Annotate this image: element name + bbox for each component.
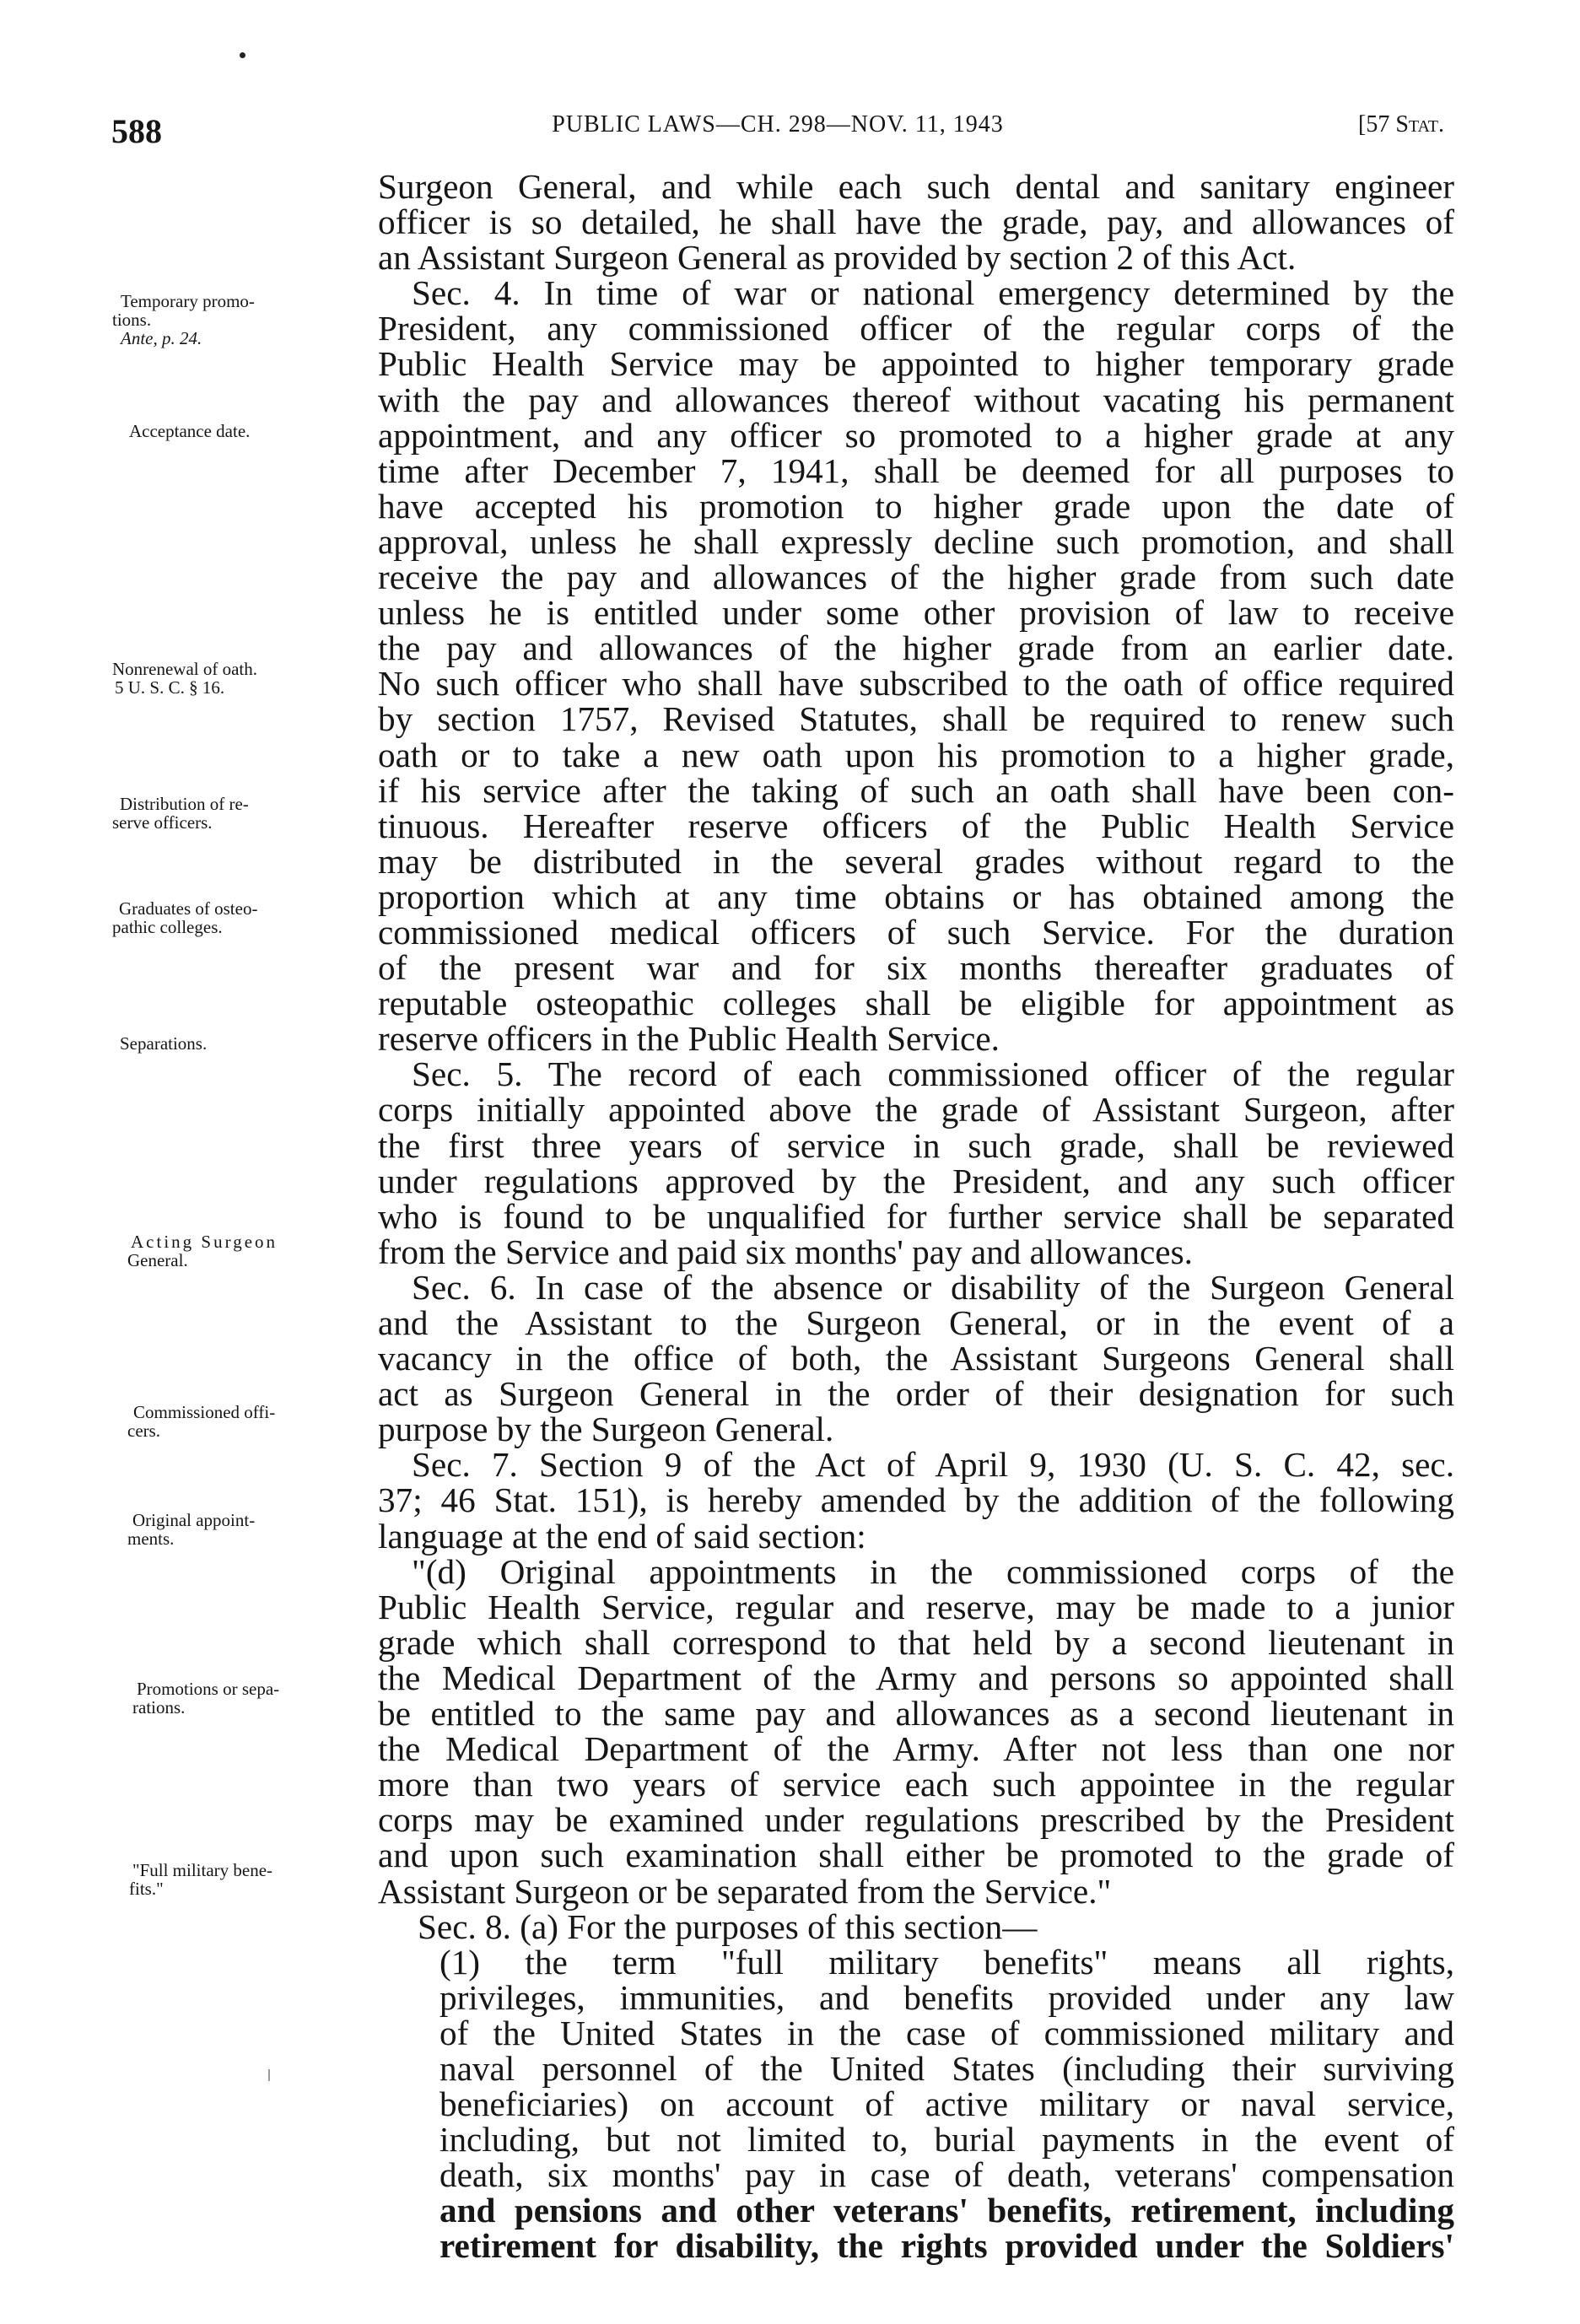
text-line: death, six months' pay in case of death, veterans' compensation [439,2155,1454,2195]
text-line: the Medical Department of the Army and persons so appointed shall [378,1658,1454,1697]
text-line: oath or to take a new oath upon his promotion to a higher grade, [378,735,1454,774]
text-line: act as Surgeon General in the order of their designation for such [378,1374,1454,1414]
text-line: if his service after the taking of such an oath shall have been con- [378,770,1454,810]
text-line: and the Assistant to the Surgeon General, or in the event of a [378,1303,1454,1342]
ink-speck [240,52,245,58]
margin-note-nonrenewal-of-oath: Nonrenewal of oath. 5 U. S. C. § 16. [112,659,258,698]
text-line: (1) the term "full military benefits" means all rights, [439,1942,1454,1982]
text-line: Surgeon General, and while each such dental and sanitary engineer [378,167,1454,206]
text-line: appointment, and any officer so promoted to a higher grade at any [378,415,1454,455]
text-line: purpose by the Surgeon General. [378,1410,834,1449]
text-line: time after December 7, 1941, shall be deemed for all purposes to [378,450,1454,490]
text-line: Sec. 5. The record of each commissioned officer of the regular [412,1054,1454,1094]
text-line: reputable osteopathic colleges shall be eligible for appointment as [378,984,1454,1023]
text-line: reserve officers in the Public Health Service. [378,1019,1000,1059]
text-line: and pensions and other veterans' benefits, retirement, including [439,2191,1454,2230]
text-line: Assistant Surgeon or be separated from the Service." [378,1871,1112,1911]
text-line: unless he is entitled under some other provision of law to receive [378,593,1454,633]
text-line: of the present war and for six months thereafter graduates of [378,948,1454,988]
body-text [378,169,1454,2264]
margin-note-distribution-of-reserve-officers: Distribution of re- serve officers. [112,794,249,833]
page-number: 588 [111,112,162,150]
text-line: vacancy in the office of both, the Assistant Surgeons General shall [378,1339,1454,1378]
text-line: by section 1757, Revised Statutes, shall be required to renew such [378,699,1454,739]
text-line: have accepted his promotion to higher grade upon the date of [378,486,1454,526]
text-line: No such officer who shall have subscribed to the oath of office required [378,664,1454,704]
text-line: who is found to be unqualified for further service shall be separated [378,1196,1454,1236]
text-line: Public Health Service, regular and reserve, may be made to a junior [378,1587,1454,1626]
text-line: be entitled to the same pay and allowances as a second lieutenant in [378,1694,1454,1734]
text-line: receive the pay and allowances of the higher grade from such date [378,558,1454,597]
text-line: Sec. 6. In case of the absence or disability of the Surgeon General [412,1267,1454,1307]
margin-note-acting-surgeon-general: Acting Surgeon General. [127,1232,278,1270]
text-line: including, but not limited to, burial payments in the event of [439,2120,1454,2160]
text-line: language at the end of said section: [378,1516,866,1556]
text-line: under regulations approved by the President, and any such officer [378,1161,1454,1200]
text-line: more than two years of service each such appointee in the regular [378,1765,1454,1804]
margin-note-promotions-or-separations: Promotions or sepa- rations. [132,1679,280,1717]
text-line: an Assistant Surgeon General as provided by section 2 of this Act. [378,238,1297,278]
margin-note-graduates-of-osteopathic-colleges: Graduates of osteo- pathic colleges. [112,898,258,937]
margin-mark [268,2069,270,2081]
text-line: approval, unless he shall expressly decline such promotion, and shall [378,521,1454,561]
statute-reference: [57 Stat. [1358,111,1444,137]
margin-note-temporary-promotions: Temporary promo- tions. Ante, p. 24. [112,291,255,348]
margin-note-separations: Separations. [120,1033,208,1054]
text-line: commissioned medical officers of such Service. For the duration [378,912,1454,952]
text-line: 37; 46 Stat. 151), is hereby amended by the addition of the following [378,1480,1454,1520]
text-line: the pay and allowances of the higher grade from an earlier date. [378,628,1454,668]
text-line: and upon such examination shall either be promoted to the grade of [378,1836,1454,1875]
text-line: Sec. 4. In time of war or national emergency determined by the [412,273,1454,313]
margin-note-acceptance-date: Acceptance date. [129,421,251,441]
text-line: "(d) Original appointments in the commissioned corps of the [412,1551,1454,1591]
text-line: from the Service and paid six months' pay and allowances. [378,1232,1193,1271]
text-line: beneficiaries) on account of active military or naval service, [439,2084,1454,2124]
text-line: Public Health Service may be appointed to higher temporary grade [378,344,1454,384]
text-line: proportion which at any time obtains or has obtained among the [378,876,1454,916]
text-line: Sec. 8. (a) For the purposes of this section— [418,1906,1038,1946]
text-line: officer is so detailed, he shall have the grade, pay, and allowances of [378,202,1454,242]
margin-note-full-military-benefits: "Full military bene- fits." [129,1860,273,1899]
text-line: Sec. 7. Section 9 of the Act of April 9, 1930 (U. S. C. 42, sec. [412,1445,1454,1485]
text-line: corps may be examined under regulations prescribed by the President [378,1800,1454,1840]
text-line: corps initially appointed above the grade of Assistant Surgeon, after [378,1090,1454,1130]
text-line: may be distributed in the several grades without regard to the [378,841,1454,881]
text-line: grade which shall correspond to that held by a second lieutenant in [378,1622,1454,1662]
text-line: of the United States in the case of commissioned military and [439,2013,1454,2052]
running-head: PUBLIC LAWS—CH. 298—NOV. 11, 1943 [552,111,1004,137]
text-line: the Medical Department of the Army. After not less than one nor [378,1729,1454,1769]
text-line: the first three years of service in such grade, shall be reviewed [378,1125,1454,1165]
text-line: retirement for disability, the rights provided under the Soldiers' [439,2226,1454,2266]
page-header [111,111,1444,154]
margin-note-commissioned-officers: Commissioned offi- cers. [127,1402,276,1441]
text-line: naval personnel of the United States (including their surviving [439,2048,1454,2088]
margin-note-original-appointments: Original appoint- ments. [127,1510,256,1549]
text-line: President, any commissioned officer of the regular corps of the [378,309,1454,348]
text-line: with the pay and allowances thereof without vacating his permanent [378,380,1454,419]
text-line: tinuous. Hereafter reserve officers of the Public Health Service [378,806,1454,845]
text-line: privileges, immunities, and benefits provided under any law [439,1977,1454,2017]
